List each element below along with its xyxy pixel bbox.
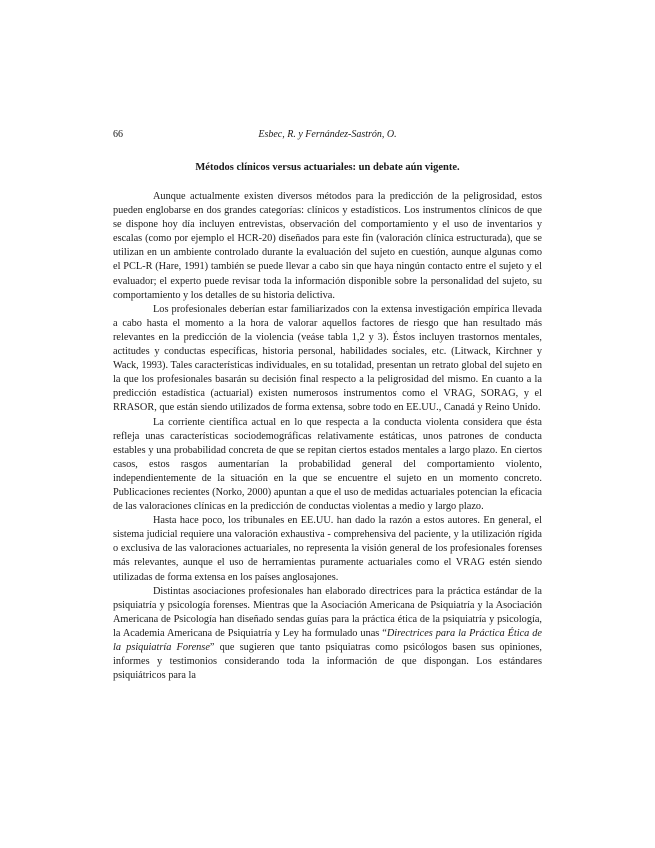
page-header [113, 128, 542, 142]
running-head-authors: Esbec, R. y Fernández-Sastrón, O. [258, 129, 397, 140]
section-title: Métodos clínicos versus actuariales: un debate aún vigente. [195, 162, 460, 173]
paragraph-5-text-end: ” que sugieren que tanto psiquiatras como psicólogos basen sus opiniones, informes y testimonios considerando toda la información de que dispongan. Los estándares psiquiátricos para la [113, 642, 543, 682]
paragraph-5-text-start: Distintas asociaciones profesionales han elaborado directrices para la práctica estándar de la psiquiatría y psicología forenses. Mientras que la Asociación Americana de Psiquiatría y la Asociación Americana de Psicología han diseñado sendas guías para la práctica ética de la psiquiatría y psicología, la Academia Americana de Psiquiatría y Ley ha formulado unas “ [113, 585, 542, 639]
paragraph-4: Hasta hace poco, los tribunales en EE.UU. han dado la razón a estos autores. En general, el sistema judicial requiere una valoración exhaustiva - comprehensiva del paciente, y la utilización rígida o exclusiva de las valoraciones actuariales, no representa la visión general de los profesionales forenses más relevantes, aunque el uso de herramientas puramente actuariales como el VRAG estén siendo utilizadas de forma extensa en los países anglosajones. [113, 515, 542, 583]
guidelines-title: Directrices para la Práctica Ética de la psiquiatría Forense [113, 627, 542, 653]
paragraph-1: Aunque actualmente existen diversos métodos para la predicción de la peligrosidad, estos pueden englobarse en dos grandes categorías: clínicos y estadísticos. Los instrumentos clínicos de que se dispone hoy día incluyen entrevistas, observación del comportamiento y el uso de inventarios y escalas (como por ejemplo el HCR-20) diseñados para este fin (valoración clínica estructurada), que se utilizan en un ambiente controlado durante la evaluación del sujeto en cuestión, aunque algunas como el PCL-R (Hare, 1991) también se puede llevar a cabo sin que haya ningún contacto entre el sujeto y el evaluador; el experto puede revisar toda la información disponible sobre la personalidad del sujeto, su comportamiento y los detalles de su historia delictiva. [113, 191, 542, 301]
document-page [113, 128, 542, 683]
paragraph-2: Los profesionales deberían estar familiarizados con la extensa investigación empírica llevada a cabo hasta el momento a la hora de valorar aquellos factores de riesgo que han resultado más relevantes en la predicción de la violencia (veáse tabla 1,2 y 3). Éstos incluyen trastornos mentales, actitudes y conductas específicas, historia personal, habilidades sociales, etc. (Litwack, Kirchner y Wack, 1993). Tales características individuales, en su totalidad, presentan un retrato global del sujeto en la que los profesionales basarán su decisión final respecto a la peligrosidad del mismo. En cuanto a la predicción estadística (actuarial) existen numerosos instrumentos como el VRAG, SORAG, y el RRASOR, que están siendo utilizados de forma extensa, sobre todo en EE.UU., Canadá y Reino Unido. [113, 303, 542, 414]
paragraph-3: La corriente científica actual en lo que respecta a la conducta violenta considera que ésta refleja unas características sociodemográficas relativamente estáticas, unos patrones de conducta estables y una probabilidad concreta de que se repitan ciertos estados mentales a largo plazo. En ciertos casos, estos rasgos aumentarían la probabilidad general del comportamiento violento, independientemente de la situación en la que se encuentre el sujeto en un momento concreto. Publicaciones recientes (Norko, 2000) apuntan a que el uso de medidas actuariales potencian la eficacia de las valoraciones clínicas en la predicción de conductas violentas a medio y largo plazo. [113, 416, 542, 513]
page-number: 66 [113, 129, 123, 140]
body-text [113, 190, 542, 683]
paragraph-5 [113, 585, 542, 684]
